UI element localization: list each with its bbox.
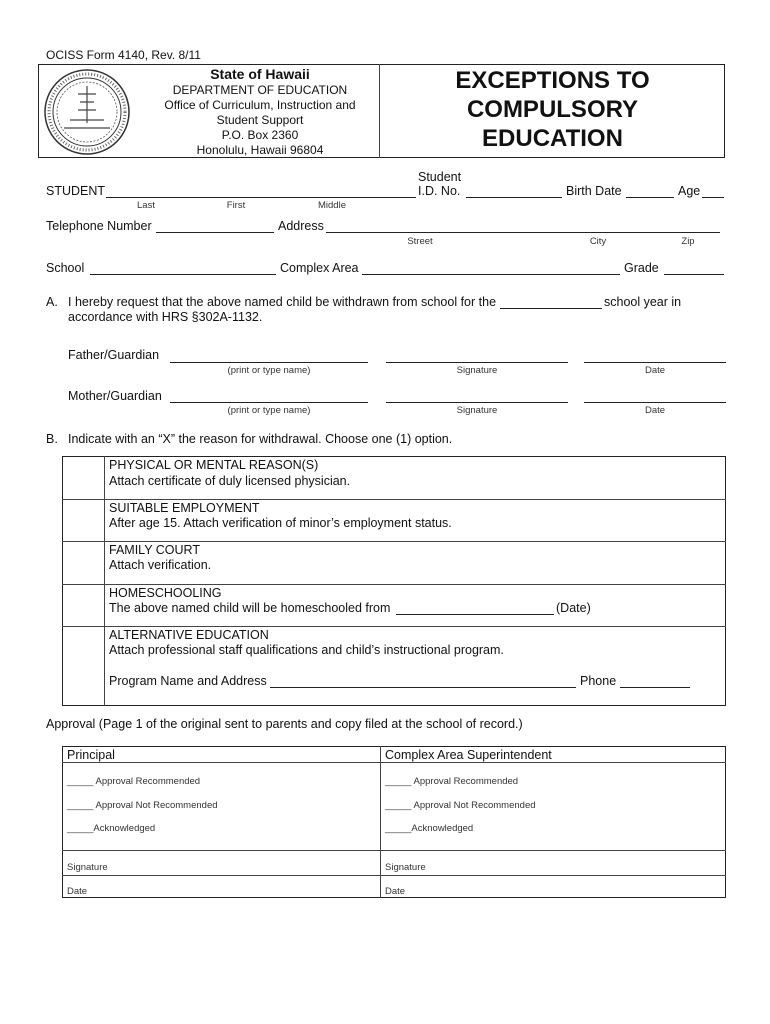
complex-area-label: Complex Area bbox=[280, 261, 359, 275]
header-dept: DEPARTMENT OF EDUCATION bbox=[172, 83, 348, 97]
option-desc-end: (Date) bbox=[556, 601, 591, 615]
superintendent-recommended[interactable]: _____ Approval Recommended bbox=[385, 776, 519, 787]
principal-signature-label[interactable]: Signature bbox=[67, 862, 108, 873]
telephone-field[interactable] bbox=[156, 232, 274, 233]
mother-date-field[interactable] bbox=[584, 402, 726, 403]
address-field[interactable] bbox=[326, 232, 720, 233]
school-year-field[interactable] bbox=[500, 308, 602, 309]
option-checkbox-alternative[interactable] bbox=[63, 627, 103, 705]
student-id-field[interactable] bbox=[466, 197, 562, 198]
form-title: EXCEPTIONS TO COMPULSORY EDUCATION bbox=[455, 67, 650, 152]
zip-sublabel: Zip bbox=[681, 236, 695, 247]
section-b-marker: B. bbox=[46, 432, 58, 446]
father-print-sublabel: (print or type name) bbox=[227, 365, 311, 376]
option-title: HOMESCHOOLING bbox=[109, 586, 222, 600]
state-seal-icon bbox=[42, 68, 132, 156]
option-checkbox-family-court[interactable] bbox=[63, 542, 103, 583]
mother-date-sublabel: Date bbox=[644, 405, 666, 416]
section-a-text: I hereby request that the above named child be withdrawn from school for the bbox=[68, 295, 497, 309]
middle-sublabel: Middle bbox=[318, 200, 346, 211]
section-a-text-2: accordance with HRS §302A-1132. bbox=[68, 310, 263, 324]
age-field[interactable] bbox=[702, 197, 724, 198]
options-table bbox=[62, 456, 726, 706]
superintendent-date-label[interactable]: Date bbox=[385, 886, 406, 897]
superintendent-signature-label[interactable]: Signature bbox=[385, 862, 426, 873]
father-name-field[interactable] bbox=[170, 362, 368, 363]
superintendent-acknowledged[interactable]: _____Acknowledged bbox=[385, 823, 474, 834]
program-phone-field[interactable] bbox=[620, 687, 690, 688]
student-id-label: I.D. No. bbox=[418, 184, 461, 198]
city-sublabel: City bbox=[589, 236, 607, 247]
complex-area-field[interactable] bbox=[362, 274, 620, 275]
birth-date-label: Birth Date bbox=[566, 184, 622, 198]
option-desc: Attach verification. bbox=[109, 558, 212, 572]
principal-acknowledged[interactable]: _____Acknowledged bbox=[67, 823, 156, 834]
address-label: Address bbox=[278, 219, 324, 233]
option-checkbox-physical[interactable] bbox=[63, 457, 103, 498]
principal-not-recommended[interactable]: _____ Approval Not Recommended bbox=[67, 800, 218, 811]
principal-recommended[interactable]: _____ Approval Recommended bbox=[67, 776, 201, 787]
option-desc: The above named child will be homeschooled from bbox=[109, 601, 391, 615]
option-title: PHYSICAL OR MENTAL REASON(S) bbox=[109, 458, 319, 472]
header-state: State of Hawaii bbox=[210, 66, 310, 82]
school-label: School bbox=[46, 261, 85, 275]
section-a-marker: A. bbox=[46, 295, 58, 309]
father-date-sublabel: Date bbox=[644, 365, 666, 376]
last-sublabel: Last bbox=[137, 200, 155, 211]
grade-label: Grade bbox=[624, 261, 659, 275]
approval-intro: Approval (Page 1 of the original sent to parents and copy filed at the school of record.) bbox=[46, 717, 523, 731]
option-title: ALTERNATIVE EDUCATION bbox=[109, 628, 269, 642]
age-label: Age bbox=[678, 184, 701, 198]
superintendent-not-recommended[interactable]: _____ Approval Not Recommended bbox=[385, 800, 536, 811]
birth-date-field[interactable] bbox=[626, 197, 674, 198]
telephone-label: Telephone Number bbox=[46, 219, 152, 233]
school-field[interactable] bbox=[90, 274, 276, 275]
section-a-text-end: school year in bbox=[604, 295, 682, 309]
option-desc: Attach certificate of duly licensed physician. bbox=[109, 474, 351, 488]
grade-field[interactable] bbox=[664, 274, 724, 275]
program-phone-label: Phone bbox=[580, 674, 617, 688]
student-label: STUDENT bbox=[46, 184, 106, 198]
mother-name-field[interactable] bbox=[170, 402, 368, 403]
option-title: FAMILY COURT bbox=[109, 543, 200, 557]
mother-label: Mother/Guardian bbox=[68, 389, 162, 403]
mother-signature-sublabel: Signature bbox=[456, 405, 498, 416]
student-id-top: Student bbox=[418, 170, 462, 184]
header-office2: Student Support bbox=[216, 113, 304, 127]
father-date-field[interactable] bbox=[584, 362, 726, 363]
father-signature-sublabel: Signature bbox=[456, 365, 498, 376]
option-title: SUITABLE EMPLOYMENT bbox=[109, 501, 260, 515]
superintendent-header: Complex Area Superintendent bbox=[385, 748, 552, 762]
father-signature-field[interactable] bbox=[386, 362, 568, 363]
form-id: OCISS Form 4140, Rev. 8/11 bbox=[46, 48, 201, 62]
mother-print-sublabel: (print or type name) bbox=[227, 405, 311, 416]
first-sublabel: First bbox=[226, 200, 246, 211]
principal-date-label[interactable]: Date bbox=[67, 886, 88, 897]
option-desc: Attach professional staff qualifications and child’s instructional program. bbox=[109, 643, 504, 657]
section-b-intro: Indicate with an “X” the reason for withdrawal. Choose one (1) option. bbox=[68, 432, 453, 446]
principal-header: Principal bbox=[67, 748, 115, 762]
header-city: Honolulu, Hawaii 96804 bbox=[196, 143, 324, 157]
header-pobox: P.O. Box 2360 bbox=[221, 128, 299, 142]
homeschool-date-field[interactable] bbox=[396, 614, 554, 615]
option-checkbox-employment[interactable] bbox=[63, 500, 103, 540]
student-name-field[interactable] bbox=[106, 197, 416, 198]
header-office: Office of Curriculum, Instruction and bbox=[164, 98, 356, 112]
option-desc: After age 15. Attach verification of minor’s employment status. bbox=[109, 516, 452, 530]
street-sublabel: Street bbox=[407, 236, 433, 247]
program-label: Program Name and Address bbox=[109, 674, 267, 688]
program-field[interactable] bbox=[270, 687, 576, 688]
option-checkbox-homeschooling[interactable] bbox=[63, 585, 103, 625]
father-label: Father/Guardian bbox=[68, 348, 160, 362]
mother-signature-field[interactable] bbox=[386, 402, 568, 403]
